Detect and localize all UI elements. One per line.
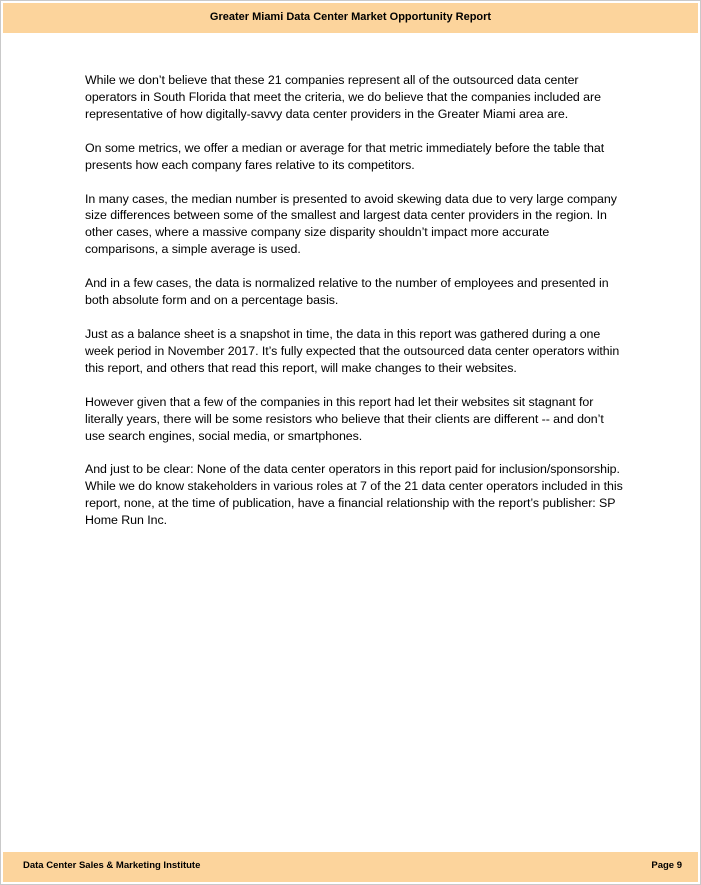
page-number: Page 9 <box>651 860 682 871</box>
paragraph-2: On some metrics, we offer a median or average for that metric immediately before the table that presents how each company fares relative to its competitors. <box>85 140 605 172</box>
paragraph-7: And just to be clear: None of the data center operators in this report paid for inclusion/sponsorship. While we do know stakeholders in various roles at 7 of the 21 data center operators included in this report, none, at the time of publication, have a financial relationship with the report’s publisher: SP Home Run Inc. <box>85 462 623 528</box>
paragraph-4: And in a few cases, the data is normalized relative to the number of employees and presented in both absolute form and on a percentage basis. <box>85 276 609 308</box>
header-title: Greater Miami Data Center Market Opportunity Report <box>209 11 492 23</box>
paragraph-3: In many cases, the median number is presented to avoid skewing data due to very large company size differences between some of the smallest and largest data center providers in the region. In other cases, where a massive company size disparity shouldn’t impact more accurate comparisons, a simple average is used. <box>85 191 617 257</box>
paragraph-6: However given that a few of the companies in this report had let their websites sit stagnant for literally years, there will be some resistors who believe that their clients are different -- and don’t use search engines, social media, or smartphones. <box>85 394 604 443</box>
footer-organization: Data Center Sales & Marketing Institute <box>23 860 201 871</box>
paragraph-1: While we don’t believe that these 21 companies represent all of the outsourced data center operators in South Florida that meet the criteria, we do believe that the companies included are representative of how digitally-savvy data center providers in the Greater Miami area are. <box>85 73 601 121</box>
page-header <box>3 3 698 33</box>
page-footer <box>3 852 698 882</box>
paragraph-5: Just as a balance sheet is a snapshot in time, the data in this report was gathered during a one week period in November 2017. It’s fully expected that the outsourced data center operators within this report, and others that read this report, will make changes to their websites. <box>85 326 620 375</box>
body-text <box>85 72 625 546</box>
